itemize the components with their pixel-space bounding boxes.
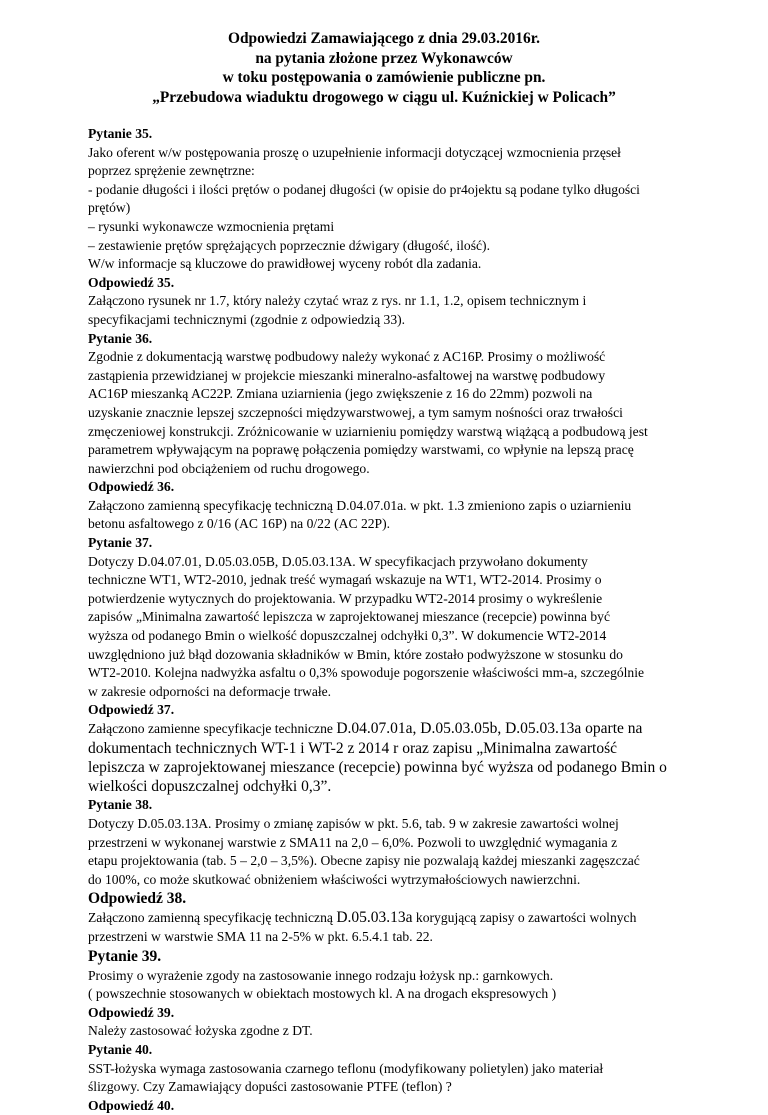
answer-text [88, 720, 688, 739]
question-text: WT2-2010. Kolejna nadwyżka asfaltu o 0,3% spowoduje pogorszenie właściwości mm-a, szczególnie [88, 665, 645, 681]
answer-text: dokumentach technicznych WT-1 i WT-2 z 2014 r oraz zapisu „Minimalna zawartość [88, 739, 617, 757]
answer-heading: Odpowiedź 40. [88, 1097, 175, 1113]
question-heading: Pytanie 37. [88, 535, 153, 551]
answer-text: Załączono zamienną specyfikację techniczną D.04.07.01a. w pkt. 1.3 zmieniono zapis o uziarnieniu [88, 497, 632, 513]
question-text: W/w informacje są kluczowe do prawidłowej wyceny robót dla zadania. [88, 256, 482, 272]
question-text: potwierdzenie wytycznych do projektowania. W przypadku WT2-2014 prosimy o wykreślenie [88, 590, 603, 606]
question-text: – zestawienie prętów sprężających poprzecznie dźwigary (długość, ilość). [88, 237, 490, 253]
question-text: w zakresie odporności na deformacje trwałe. [88, 683, 332, 699]
document-title [0, 29, 768, 107]
question-text: Zgodnie z dokumentacją warstwę podbudowy należy wykonać z AC16P. Prosimy o możliwość [88, 349, 606, 365]
answer-text-large: D.04.07.01a, D.05.03.05b, D.05.03.13a oparte na [336, 720, 643, 737]
answer-text: wielkości dopuszczalnej odchyłki 0,3”. [88, 778, 332, 796]
question-heading: Pytanie 39. [88, 947, 162, 965]
question-text: parametrem wpływającym na poprawę połączenia pomiędzy warstwami, co wpłynie na lepszą pracę [88, 442, 634, 458]
question-text: uzyskanie znacznie lepszej szczepności międzywarstwowej, a tym samym nośności oraz trwałości [88, 404, 623, 420]
document-body [88, 125, 688, 1115]
answer-text: betonu asfaltowego z 0/16 (AC 16P) na 0/22 (AC 22P). [88, 516, 391, 532]
question-text: AC16P mieszanką AC22P. Zmiana uziarnienia (jego zwiększenie z 16 do 22mm) pozwoli na [88, 386, 593, 402]
question-heading: Pytanie 38. [88, 797, 153, 813]
question-text: prętów) [88, 200, 131, 216]
title-line: Odpowiedzi Zamawiającego z dnia 29.03.2016r. [228, 30, 540, 47]
question-text: - podanie długości i ilości prętów o podanej długości (w opisie do pr4ojektu są podane tylko długości [88, 181, 640, 197]
answer-text: Załączono rysunek nr 1.7, który należy czytać wraz z rys. nr 1.1, 1.2, opisem technicznym i [88, 293, 587, 309]
question-text: zapisów „Minimalna zawartość lepiszcza w zaprojektowanej mieszance (recepcie) powinna być [88, 609, 610, 625]
question-heading: Pytanie 36. [88, 330, 153, 346]
answer-text-small: Załączono zamienne specyfikacje techniczne [88, 721, 337, 736]
answer-heading: Odpowiedź 36. [88, 479, 175, 495]
question-text: SST-łożyska wymaga zastosowania czarnego teflonu (modyfikowany polietylen) jako materiał [88, 1060, 604, 1076]
answer-heading: Odpowiedź 38. [88, 890, 187, 908]
question-text: zastąpienia przewidzianej w projekcie mieszanki mineralno-asfaltowej na warstwę podbudowy [88, 367, 606, 383]
question-text: Jako oferent w/w postępowania proszę o uzupełnienie informacji dotyczącej wzmocnienia przęseł [88, 144, 621, 160]
title-line: w toku postępowania o zamówienie publiczne pn. [222, 69, 546, 87]
question-text: do 100%, co może skutkować obniżeniem właściwości wytrzymałościowych nawierzchni. [88, 871, 581, 887]
question-text: nawierzchni pod obciążeniem od ruchu drogowego. [88, 460, 370, 476]
title-line: „Przebudowa wiaduktu drogowego w ciągu ul. Kuźnickiej w Policach” [152, 88, 616, 106]
answer-heading: Odpowiedź 37. [88, 702, 175, 718]
question-heading: Pytanie 35. [88, 126, 153, 141]
question-text: Dotyczy D.05.03.13A. Prosimy o zmianę zapisów w pkt. 5.6, tab. 9 w zakresie zawartości wolnej [88, 816, 619, 832]
title-line: na pytania złożone przez Wykonawców [255, 49, 513, 67]
question-text: uwzględniono już błąd dozowania składników w Bmin, które zostało podwyższone w stosunku do [88, 646, 623, 662]
question-text: wyższa od podanego Bmin o wielkość dopuszczalnej odchyłki 0,3”. W dokumencie WT2-2014 [88, 628, 607, 644]
answer-text-small: Załączono zamienną specyfikację techniczną [88, 910, 337, 926]
question-text: Prosimy o wyrażenie zgody na zastosowanie innego rodzaju łożysk np.: garnkowych. [88, 967, 554, 983]
question-text: – rysunki wykonawcze wzmocnienia prętami [88, 218, 335, 234]
answer-text [88, 909, 688, 928]
answer-text-small: korygującą zapisy o zawartości wolnych [412, 910, 637, 926]
answer-text: specyfikacjami technicznymi (zgodnie z odpowiedzią 33). [88, 311, 406, 327]
question-text: Dotyczy D.04.07.01, D.05.03.05B, D.05.03.13A. W specyfikacjach przywołano dokumenty [88, 553, 588, 569]
question-text: ( powszechnie stosowanych w obiektach mostowych kl. A na drogach ekspresowych ) [88, 986, 557, 1002]
answer-heading: Odpowiedź 39. [88, 1004, 175, 1020]
question-text: ślizgowy. Czy Zamawiający dopuści zastosowanie PTFE (teflon) ? [88, 1079, 452, 1095]
answer-text: lepiszcza w zaprojektowanej mieszance (recepcie) powinna być wyższa od podanego Bmin o [88, 758, 667, 776]
answer-text-large: D.05.03.13a [336, 909, 413, 927]
question-text: etapu projektowania (tab. 5 – 2,0 – 3,5%). Obecne zapisy nie pozwalają każdej mieszanki zagęszczać [88, 853, 640, 869]
question-text: przestrzeni w wykonanej warstwie z SMA11 na 2,0 – 6,0%. Pozwoli to uwzględnić wymagania z [88, 834, 618, 850]
answer-heading: Odpowiedź 35. [88, 274, 175, 290]
answer-text: Należy zastosować łożyska zgodne z DT. [88, 1023, 313, 1039]
question-text: poprzez sprężenie zewnętrzne: [88, 163, 255, 179]
answer-text: przestrzeni w warstwie SMA 11 na 2-5% w pkt. 6.5.4.1 tab. 22. [88, 929, 433, 945]
question-text: techniczne WT1, WT2-2010, jednak treść wymagań wskazuje na WT1, WT2-2014. Prosimy o [88, 572, 602, 588]
question-heading: Pytanie 40. [88, 1042, 153, 1058]
question-text: zmęczeniowej konstrukcji. Zróżnicowanie w uziarnieniu pomiędzy warstwą wiążącą a podbudową jest [88, 423, 648, 439]
